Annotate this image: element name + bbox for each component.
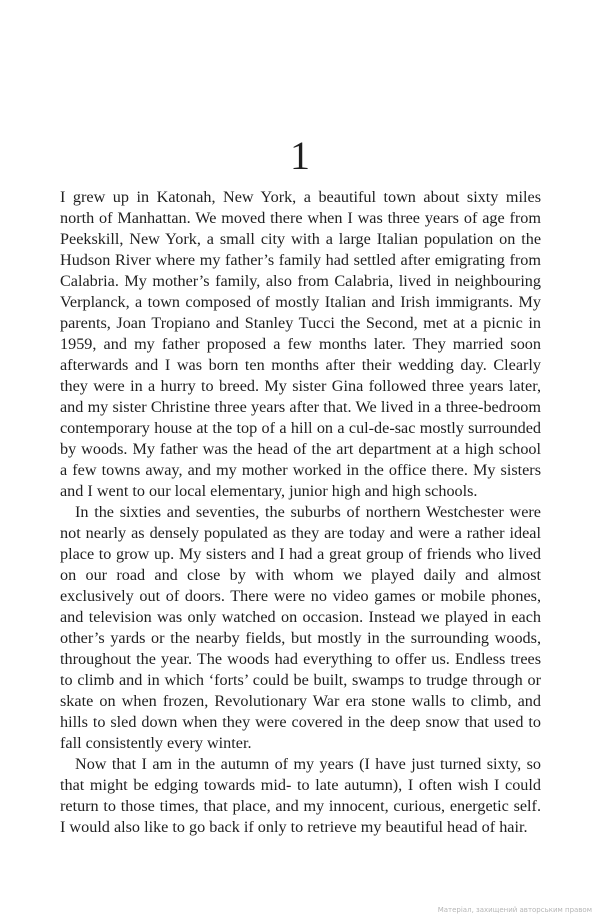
- paragraph-line: I would also like to go back if only to retrieve my beautiful head of hair.: [60, 818, 528, 836]
- paragraph-line: place to grow up. My sisters and I had a great group of friends who lived: [60, 545, 541, 563]
- paragraph-line: exclusively out of doors. There were no video games or mobile phones,: [60, 587, 541, 605]
- paragraph-line: skate on when frozen, Revolutionary War era stone walls to climb, and: [60, 692, 541, 710]
- paragraph-line: fall consistently every winter.: [60, 734, 252, 752]
- paragraph-line: they were in a hurry to breed. My sister Gina followed three years later,: [60, 377, 541, 395]
- paragraph-line: and television was only watched on occasion. Instead we played in each: [60, 608, 541, 626]
- paragraph-line: north of Manhattan. We moved there when I was three years of age from: [60, 209, 541, 227]
- paragraph-line: 1959, and my father proposed a few months later. They married soon: [60, 335, 541, 353]
- paragraph-line: contemporary house at the top of a hill on a cul-de-sac mostly surrounded: [60, 419, 541, 437]
- paragraph-line: that might be edging towards mid- to late autumn), I often wish I could: [60, 776, 541, 794]
- paragraph-line: In the sixties and seventies, the suburbs of northern Westchester were: [75, 503, 541, 521]
- paragraph-line: return to those times, that place, and my innocent, curious, energetic self.: [60, 797, 541, 815]
- paragraph-line: hills to sled down when they were covered in the deep snow that used to: [60, 713, 541, 731]
- paragraph-line: Now that I am in the autumn of my years (I have just turned sixty, so: [75, 755, 541, 773]
- paragraph-line: Verplanck, a town composed of mostly Italian and Irish immigrants. My: [60, 293, 541, 311]
- copyright-watermark: Матеріал, захищений авторським правом: [437, 906, 592, 914]
- chapter-body-text: [60, 187, 541, 838]
- paragraph-line: I grew up in Katonah, New York, a beautiful town about sixty miles: [60, 188, 541, 206]
- paragraph-line: other’s yards or the nearby fields, but mostly in the surrounding woods,: [60, 629, 541, 647]
- paragraph-line: and my sister Christine three years after that. We lived in a three-bedroom: [60, 398, 541, 416]
- paragraph-line: by woods. My father was the head of the art department at a high school: [60, 440, 541, 458]
- paragraph-line: afterwards and I was born ten months after their wedding day. Clearly: [60, 356, 541, 374]
- paragraph-line: Calabria. My mother’s family, also from Calabria, lived in neighbouring: [60, 272, 541, 290]
- paragraph-line: Hudson River where my father’s family had settled after emigrating from: [60, 251, 541, 269]
- paragraph-line: to climb and in which ‘forts’ could be built, swamps to trudge through or: [60, 671, 541, 689]
- paragraph-line: throughout the year. The woods had everything to offer us. Endless trees: [60, 650, 541, 668]
- paragraph-line: Peekskill, New York, a small city with a large Italian population on the: [60, 230, 541, 248]
- chapter-number: 1: [290, 133, 310, 178]
- paragraph-line: not nearly as densely populated as they are today and were a rather ideal: [60, 524, 541, 542]
- paragraph-line: a few towns away, and my mother worked in the office there. My sisters: [60, 461, 541, 479]
- paragraph-line: on our road and close by with whom we played daily and almost: [60, 566, 541, 584]
- paragraph-line: and I went to our local elementary, junior high and high schools.: [60, 482, 478, 500]
- paragraph-line: parents, Joan Tropiano and Stanley Tucci the Second, met at a picnic in: [60, 314, 541, 332]
